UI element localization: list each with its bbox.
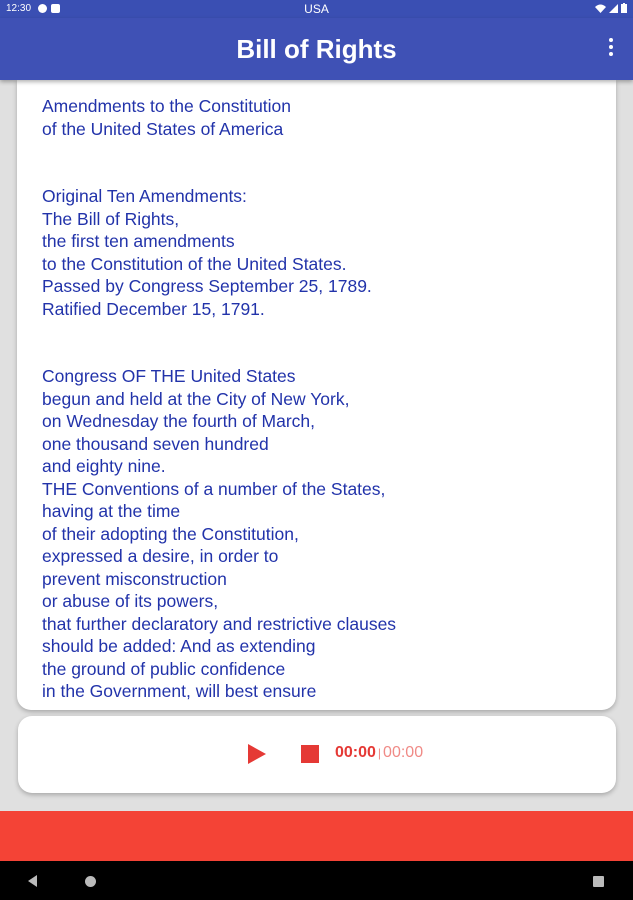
document-line: of the United States of America — [42, 118, 284, 139]
document-line: one thousand seven hundred — [42, 433, 269, 454]
stop-button[interactable] — [301, 745, 319, 763]
document-line: having at the time — [42, 501, 181, 521]
document-line: begun and held at the City of New York, — [42, 388, 350, 409]
document-line: prevent misconstruction — [42, 568, 227, 589]
document-line: that further declaratory and restrictive clauses — [42, 613, 397, 634]
system-icons — [595, 3, 627, 13]
time-separator: | — [377, 746, 382, 760]
document-line: Passed by Congress September 25, 1789. — [42, 276, 372, 296]
document-line: on Wednesday the fourth of March, — [42, 411, 316, 431]
signal-icon — [609, 4, 618, 13]
document-line: The Bill of Rights, — [42, 208, 180, 229]
document-paragraph — [42, 95, 606, 140]
total-time: 00:00 — [383, 744, 424, 761]
document-line: and eighty nine. — [42, 456, 166, 476]
document-line: the first ten amendments — [42, 231, 235, 251]
overflow-menu-icon[interactable] — [601, 36, 621, 60]
document-line: to the Constitution of the United States. — [42, 253, 347, 274]
audio-player — [18, 716, 616, 793]
document-line: in the Government, will best ensure — [42, 681, 317, 701]
document-line: Amendments to the Constitution — [42, 96, 292, 116]
app-bar — [0, 18, 633, 80]
wifi-icon — [595, 4, 606, 13]
document-line: Congress OF THE United States — [42, 366, 296, 386]
play-button[interactable] — [246, 743, 268, 765]
battery-icon — [621, 3, 627, 13]
ad-banner[interactable] — [0, 811, 633, 861]
document-line: should be added: And as extending — [42, 636, 316, 656]
document-text-card[interactable] — [17, 80, 616, 710]
document-line: of their adopting the Constitution, — [42, 523, 299, 544]
recent-apps-icon[interactable] — [593, 876, 604, 887]
back-icon[interactable] — [28, 875, 40, 887]
document-line: Ratified December 15, 1791. — [42, 298, 265, 319]
document-paragraph — [42, 365, 606, 703]
document-line: THE Conventions of a number of the States, — [42, 478, 386, 499]
navigation-bar — [0, 861, 633, 900]
status-carrier: USA — [304, 2, 329, 16]
page-title: Bill of Rights — [236, 34, 397, 64]
document-paragraph — [42, 185, 606, 320]
playback-timer — [335, 744, 423, 762]
elapsed-time: 00:00 — [335, 744, 376, 761]
document-line: the ground of public confidence — [42, 658, 286, 679]
status-bar — [0, 0, 633, 18]
document-line: Original Ten Amendments: — [42, 186, 247, 206]
document-line: expressed a desire, in order to — [42, 546, 279, 566]
home-icon[interactable] — [85, 876, 96, 887]
document-line: or abuse of its powers, — [42, 591, 219, 611]
document-text — [42, 95, 606, 710]
status-time: 12:30 — [6, 3, 32, 14]
